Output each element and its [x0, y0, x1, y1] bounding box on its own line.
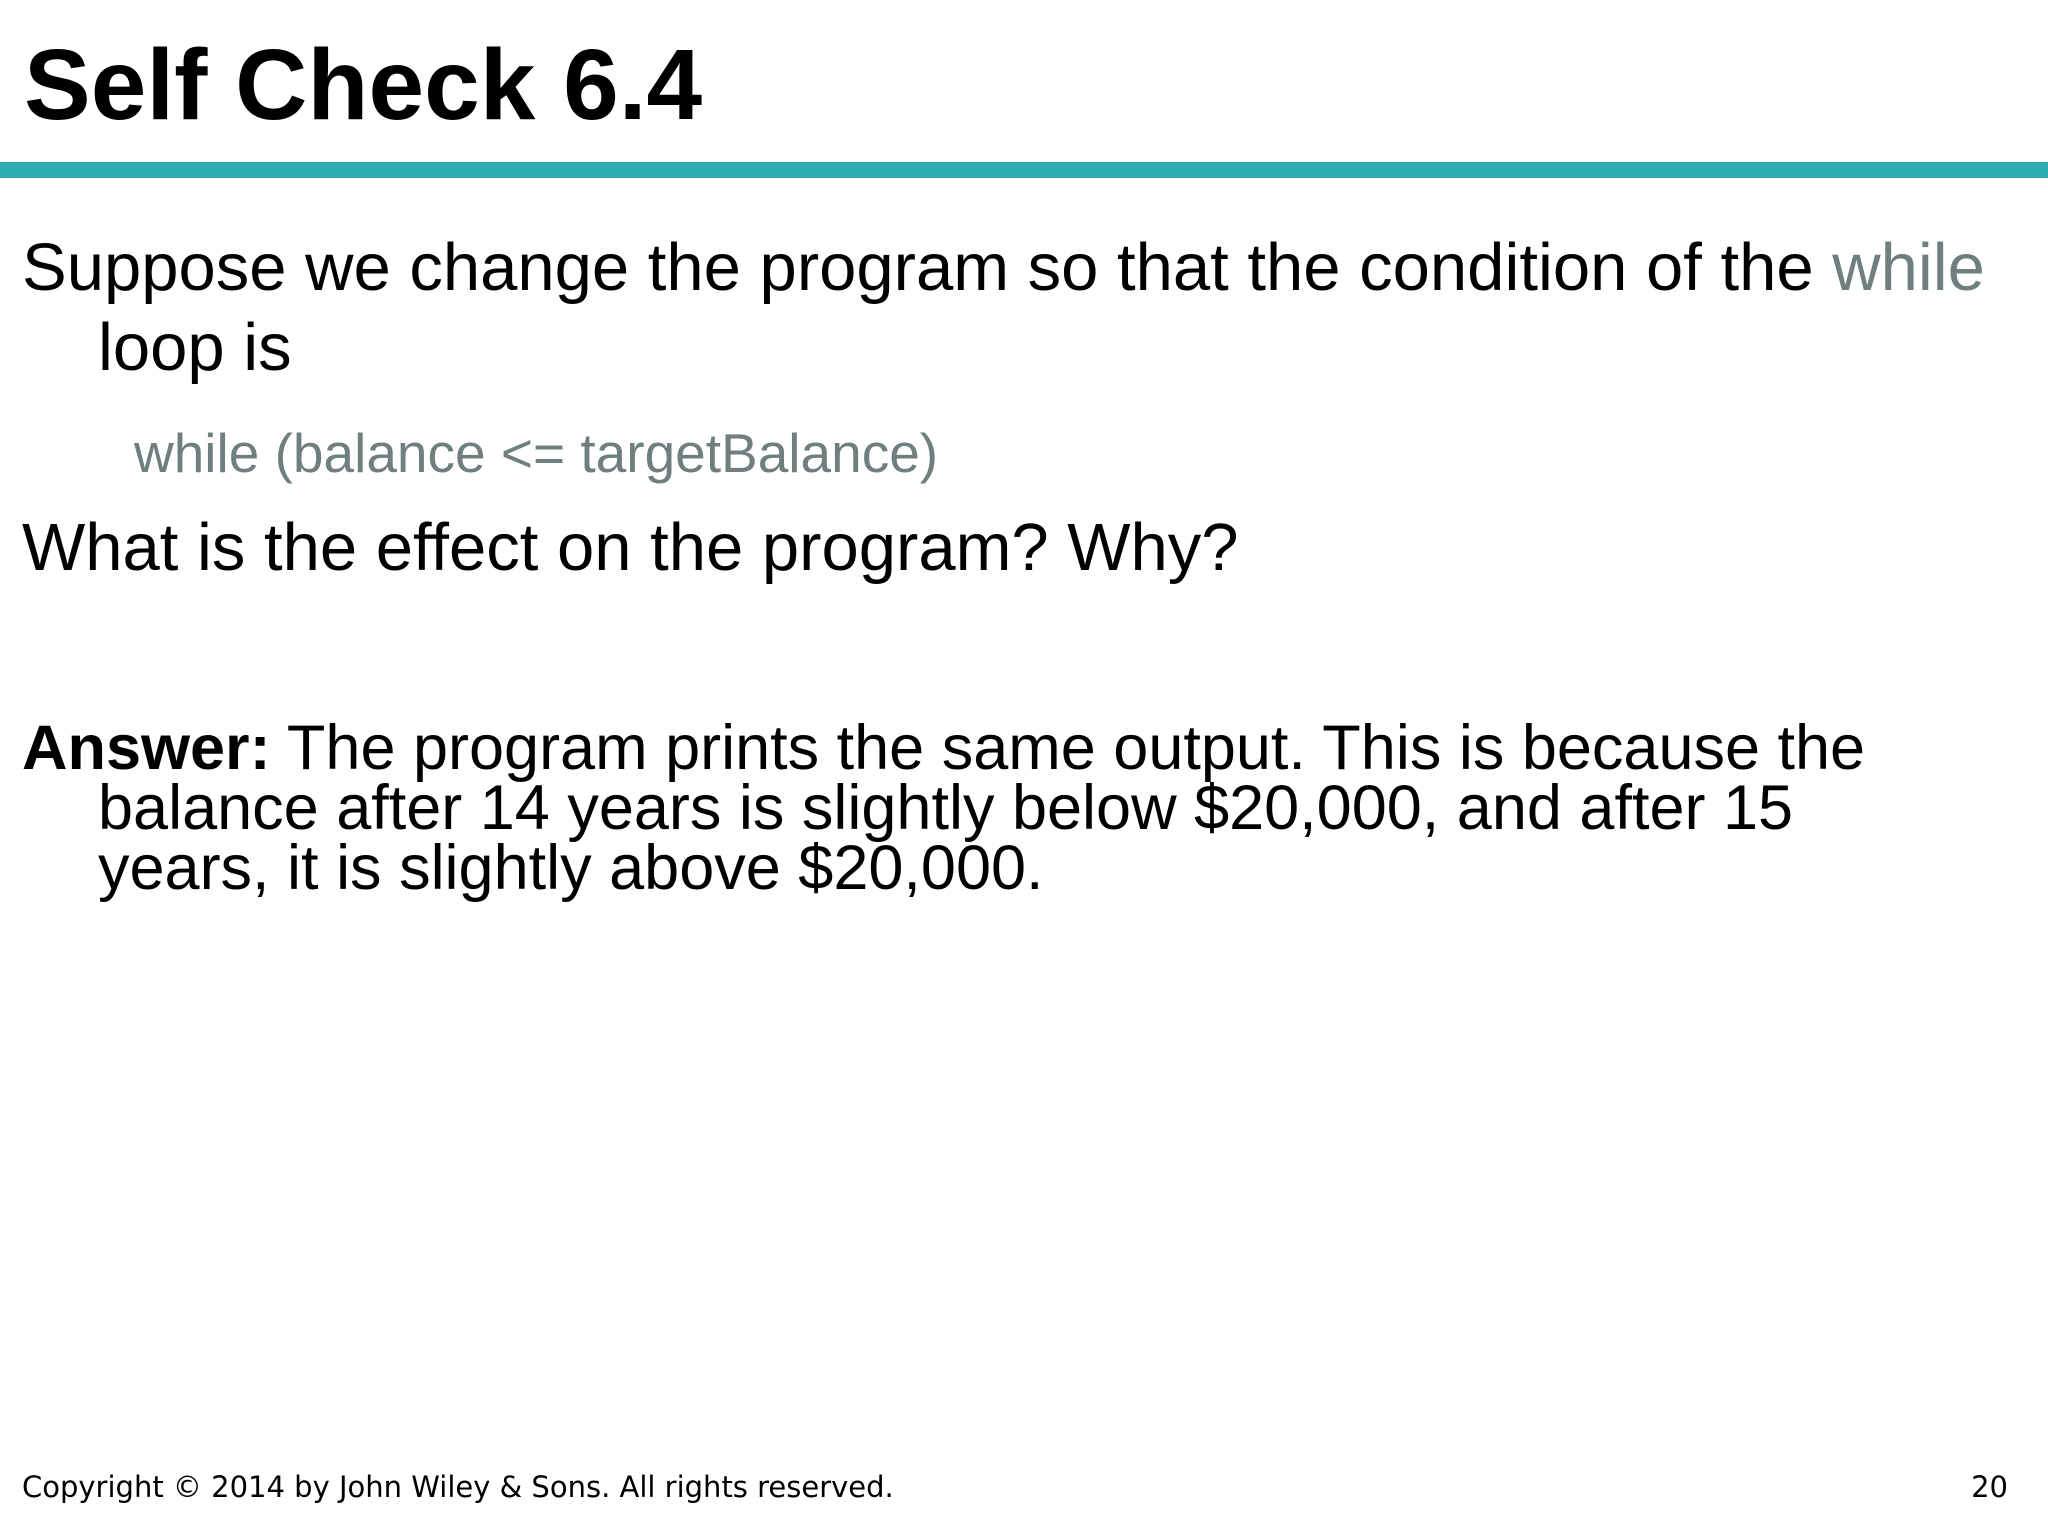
copyright-footer: Copyright © 2014 by John Wiley & Sons. All rights reserved. [22, 1470, 894, 1504]
page-number: 20 [1971, 1470, 2008, 1504]
question-line2-rest: loop is [98, 310, 292, 385]
answer-label: Answer: [22, 713, 271, 783]
answer-body: The program prints the same output. This is because the balance after 14 years is slightly below $20,000, and after 15 years, it is slightly above $20,000. [98, 713, 1866, 903]
title-divider [0, 162, 2048, 178]
slide-title: Self Check 6.4 [24, 29, 703, 141]
code-snippet: while (balance <= targetBalance) [134, 422, 939, 484]
while-keyword: while [1832, 230, 1985, 305]
answer-text [22, 713, 1948, 903]
question-line1: Suppose we change the program so that the condition of the [22, 230, 1814, 305]
question-text [22, 228, 2048, 388]
followup-question: What is the effect on the program? Why? [22, 510, 1239, 585]
